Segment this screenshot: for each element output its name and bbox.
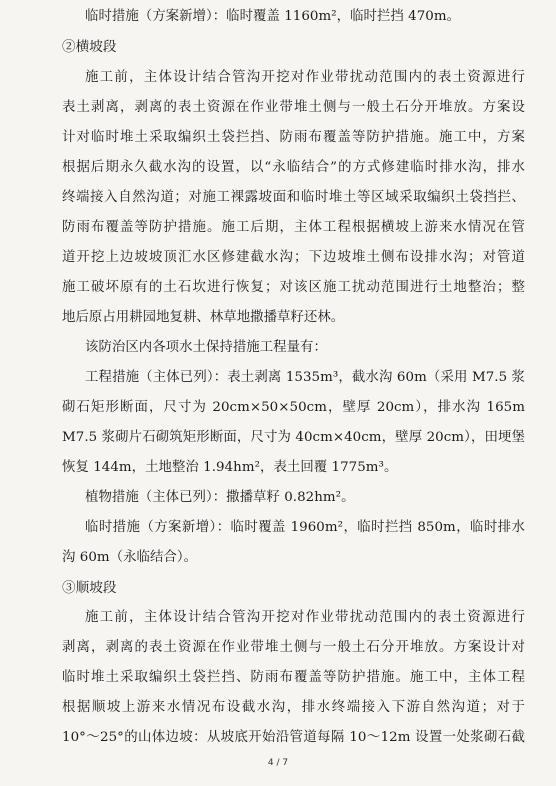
text-line: 防雨布覆盖等防护措施。施工后期，主体工程根据横坡上游来水情况在管 <box>62 220 525 235</box>
text-line: 工程措施（主体已列）：表土剥离 1535m³，截水沟 60m（采用 M7.5 浆 <box>85 370 525 385</box>
text-line: 施工前，主体设计结合管沟开挖对作业带扰动范围内的表土资源进行 <box>85 70 525 85</box>
section-heading: ③顺坡段 <box>62 580 117 596</box>
text-line: 地后原占用耕园地复耕、林草地撒播草籽还林。 <box>62 310 345 325</box>
text-line: 计对临时堆土采取编织土袋拦挡、防雨布覆盖等防护措施。施工中，方案 <box>62 130 525 145</box>
text-line: 砌石矩形断面，尺寸为 20cm×50×50cm，壁厚 20cm），排水沟 165m <box>62 400 525 415</box>
text-line: 该防治区内各项水土保持措施工程量有： <box>85 340 327 355</box>
text-line: 终端接入自然沟道；对施工裸露坡面和临时堆土等区域采取编织土袋挡拦、 <box>62 190 525 205</box>
text-line: 道开挖上边坡坡顶汇水区修建截水沟；下边坡堆土侧布设排水沟；对管道 <box>62 250 525 265</box>
text-line: 剥离，剥离的表土资源在作业带堆土侧与一般土石分开堆放。方案设计对 <box>62 640 525 655</box>
text-line: 根据后期永久截水沟的设置，以“永临结合”的方式修建临时排水沟，排水 <box>62 160 525 175</box>
text-line: 10°～25°的山体边坡：从坡底开始沿管道每隔 10～12m 设置一处浆砌石截 <box>62 730 525 745</box>
text-line: 沟 60m（永临结合）。 <box>62 550 198 565</box>
section-heading: ②横坡段 <box>62 39 117 55</box>
text-line: 临时措施（方案新增）：临时覆盖 1160m²，临时拦挡 470m。 <box>85 9 461 24</box>
page-number: 4 / 7 <box>267 758 289 768</box>
text-line: 施工前，主体设计结合管沟开挖对作业带扰动范围内的表土资源进行 <box>85 610 525 625</box>
text-line: M7.5 浆砌片石砌筑矩形断面，尺寸为 40cm×40cm，壁厚 20cm），田埂堡 <box>62 430 525 445</box>
text-line: 表土剥离，剥离的表土资源在作业带堆土侧与一般土石分开堆放。方案设 <box>62 100 525 115</box>
text-line: 临时措施（方案新增）：临时覆盖 1960m²，临时拦挡 850m，临时排水 <box>85 520 525 535</box>
text-line: 施工破坏原有的土石坎进行恢复；对该区施工扰动范围进行土地整治；整 <box>62 280 525 295</box>
text-line: 恢复 144m，土地整治 1.94hm²，表土回覆 1775m³。 <box>62 460 398 475</box>
text-line: 临时堆土采取编织土袋拦挡、防雨布覆盖等防护措施。施工中，主体工程 <box>62 670 525 685</box>
text-line: 根据顺坡上游来水情况布设截水沟，排水终端接入下游自然沟道；对于 <box>62 700 525 715</box>
text-line: 植物措施（主体已列）：撒播草籽 0.82hm²。 <box>85 490 355 505</box>
